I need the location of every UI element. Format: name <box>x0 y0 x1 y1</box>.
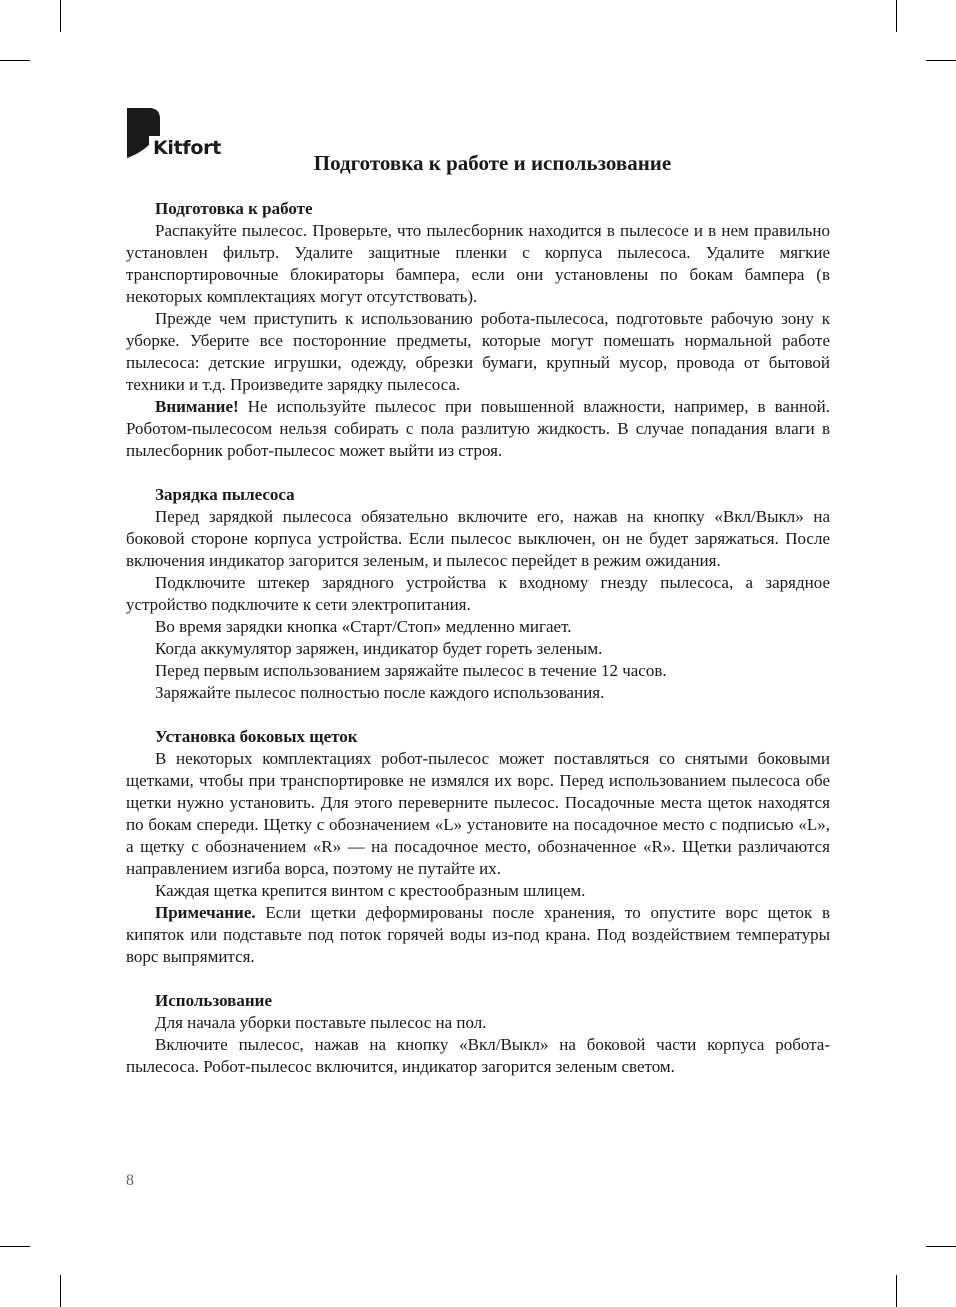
paragraph-text: Перед зарядкой пылесоса обязательно включите его, нажав на кнопку «Вкл/Выкл» на боковой стороне корпуса устройства. Если пылесос выключен, он не будет заряжаться. После включения индикатор загорится зеленым, и пылесос перейдет в режим ожидания. <box>126 507 830 570</box>
paragraph-text: Заряжайте пылесос полностью после каждого использования. <box>155 683 605 702</box>
crop-mark-bottom-right <box>896 1275 897 1307</box>
paragraph-lead: Примечание. <box>155 903 256 922</box>
section <box>126 990 830 1078</box>
paragraph-text: В некоторых комплектациях робот-пылесос может поставляться со снятыми боковыми щетками, чтобы при транспортировке не измялся их ворс. Перед использованием пылесоса обе щетки нужно установить. Для этого переверните пылесос. Посадочные места щеток находятся по бокам спереди. Щетку с обозначением «L» установите на посадочное место с подписью «L», а щетку с обозначением «R» — на посадочное место, обозначенное «R». Щетки различаются направлением изгиба ворса, поэтому не путайте их. <box>126 749 830 878</box>
paragraph <box>126 1012 830 1034</box>
paragraph <box>126 308 830 396</box>
crop-mark-bottom-left-h <box>0 1246 30 1247</box>
section <box>126 484 830 704</box>
page-title: Подготовка к работе и использование <box>313 151 672 175</box>
crop-mark-bottom-right-h <box>926 1246 956 1247</box>
paragraph <box>126 572 830 616</box>
paragraph-lead: Внимание! <box>155 397 239 416</box>
paragraph <box>126 682 830 704</box>
section-heading: Зарядка пылесоса <box>155 485 295 504</box>
paragraph <box>126 1034 830 1078</box>
paragraph-text: Если щетки деформированы после хранения, то опустите ворс щеток в кипяток или подставьте под поток горячей воды из-под крана. Под воздействием температуры ворс выпрямится. <box>126 903 830 966</box>
section <box>126 726 830 968</box>
paragraph <box>126 220 830 308</box>
paragraph-text: Подключите штекер зарядного устройства к входному гнезду пылесоса, а зарядное устройство подключите к сети электропитания. <box>126 573 830 614</box>
paragraph-text: Не используйте пылесос при повышенной влажности, например, в ванной. Роботом-пылесосом нельзя собирать с пола разлитую жидкость. В случае попадания влаги в пылесборник робот-пылесос может выйти из строя. <box>126 397 830 460</box>
paragraph <box>126 748 830 880</box>
document-body <box>126 198 830 1078</box>
paragraph <box>126 880 830 902</box>
section <box>126 198 830 462</box>
section-heading: Подготовка к работе <box>155 199 313 218</box>
paragraph-text: Распакуйте пылесос. Проверьте, что пылесборник находится в пылесосе и в нем правильно установлен фильтр. Удалите защитные пленки с корпуса пылесоса. Удалите мягкие транспортировочные блокираторы бампера, если они установлены по бокам бампера (в некоторых комплектациях могут отсутствовать). <box>126 221 830 306</box>
paragraph-text: Для начала уборки поставьте пылесос на пол. <box>155 1013 487 1032</box>
paragraph-text: Каждая щетка крепится винтом с крестообразным шлицем. <box>155 881 586 900</box>
page-number: 8 <box>126 1172 134 1189</box>
paragraph-text: Перед первым использованием заряжайте пылесос в течение 12 часов. <box>155 661 667 680</box>
section-heading: Установка боковых щеток <box>155 727 358 746</box>
crop-mark-top-right-h <box>926 60 956 61</box>
brand-name: Kitfort <box>153 137 221 159</box>
paragraph <box>126 902 830 968</box>
paragraph <box>126 616 830 638</box>
crop-mark-bottom-left <box>60 1275 61 1307</box>
paragraph <box>126 506 830 572</box>
paragraph-text: Во время зарядки кнопка «Старт/Стоп» медленно мигает. <box>155 617 572 636</box>
paragraph <box>126 660 830 682</box>
paragraph-text: Прежде чем приступить к использованию робота-пылесоса, подготовьте рабочую зону к уборке. Уберите все посторонние предметы, которые могут помешать нормальной работе пылесоса: детские игрушки, одежду, обрезки бумаги, крупный мусор, провода от бытовой техники и т.д. Произведите зарядку пылесоса. <box>126 309 830 394</box>
paragraph <box>126 638 830 660</box>
paragraph <box>126 396 830 462</box>
paragraph-text: Когда аккумулятор заряжен, индикатор будет гореть зеленым. <box>155 639 603 658</box>
crop-mark-top-left-h <box>0 60 30 61</box>
crop-mark-top-right <box>896 0 897 32</box>
paragraph-text: Включите пылесос, нажав на кнопку «Вкл/Выкл» на боковой части корпуса робота-пылесоса. Робот-пылесос включится, индикатор загорится зеленым светом. <box>126 1035 830 1076</box>
section-heading: Использование <box>155 991 272 1010</box>
crop-mark-top-left <box>60 0 61 32</box>
